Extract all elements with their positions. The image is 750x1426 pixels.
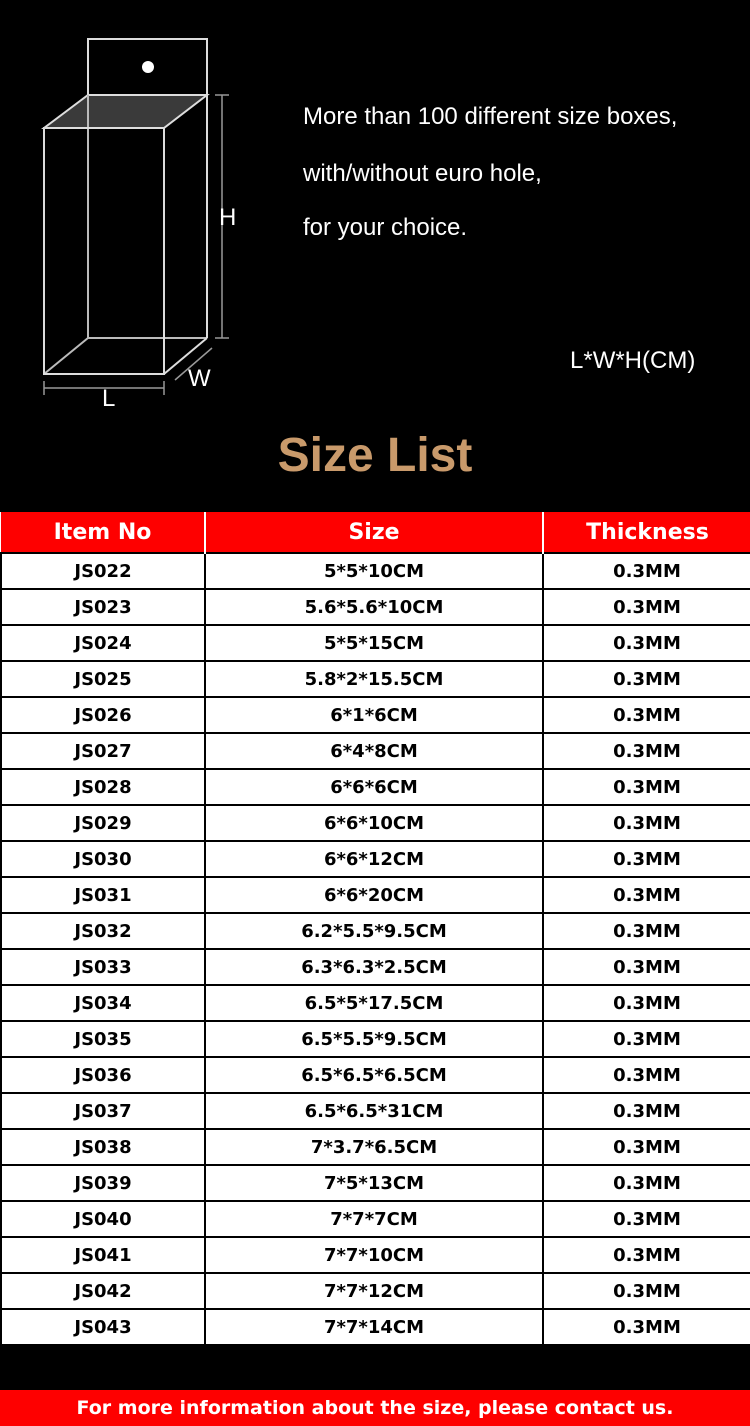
- box-top-face: [44, 95, 207, 128]
- cell-item-no: JS024: [1, 625, 205, 661]
- cell-thickness: 0.3MM: [543, 697, 750, 733]
- cell-item-no: JS034: [1, 985, 205, 1021]
- cell-thickness: 0.3MM: [543, 949, 750, 985]
- hero-section: [0, 0, 750, 512]
- table-row: [1, 1165, 750, 1201]
- cell-thickness: 0.3MM: [543, 1273, 750, 1309]
- header-thickness: Thickness: [543, 512, 750, 553]
- cell-item-no: JS039: [1, 1165, 205, 1201]
- table-row: [1, 985, 750, 1021]
- cell-item-no: JS025: [1, 661, 205, 697]
- table-row: [1, 1273, 750, 1309]
- cell-size: 6*6*10CM: [205, 805, 543, 841]
- height-label: H: [219, 204, 237, 231]
- cell-thickness: 0.3MM: [543, 985, 750, 1021]
- cell-item-no: JS023: [1, 589, 205, 625]
- cell-size: 6*6*6CM: [205, 769, 543, 805]
- cell-size: 7*5*13CM: [205, 1165, 543, 1201]
- table-row: [1, 1129, 750, 1165]
- table-row: [1, 625, 750, 661]
- table-row: [1, 1201, 750, 1237]
- header-size: Size: [205, 512, 543, 553]
- cell-thickness: 0.3MM: [543, 1309, 750, 1345]
- cell-size: 5.8*2*15.5CM: [205, 661, 543, 697]
- cell-size: 7*7*7CM: [205, 1201, 543, 1237]
- cell-thickness: 0.3MM: [543, 1165, 750, 1201]
- cell-thickness: 0.3MM: [543, 553, 750, 589]
- cell-thickness: 0.3MM: [543, 625, 750, 661]
- cell-size: 6*1*6CM: [205, 697, 543, 733]
- cell-thickness: 0.3MM: [543, 913, 750, 949]
- cell-size: 6*6*12CM: [205, 841, 543, 877]
- hero-line-2: with/without euro hole,: [303, 160, 542, 187]
- contact-footer: For more information about the size, please contact us.: [0, 1390, 750, 1426]
- cell-item-no: JS026: [1, 697, 205, 733]
- page-title: Size List: [277, 429, 473, 482]
- hero-line-1: More than 100 different size boxes,: [303, 103, 678, 130]
- table-header-row: [1, 512, 750, 553]
- cell-item-no: JS037: [1, 1093, 205, 1129]
- cell-size: 7*7*12CM: [205, 1273, 543, 1309]
- header-item-no: Item No: [1, 512, 205, 553]
- cell-item-no: JS041: [1, 1237, 205, 1273]
- euro-hole-icon: [142, 61, 154, 73]
- cell-thickness: 0.3MM: [543, 1021, 750, 1057]
- cell-thickness: 0.3MM: [543, 1093, 750, 1129]
- table-row: [1, 661, 750, 697]
- cell-size: 6.5*5*17.5CM: [205, 985, 543, 1021]
- cell-item-no: JS028: [1, 769, 205, 805]
- cell-size: 7*7*14CM: [205, 1309, 543, 1345]
- table-row: [1, 733, 750, 769]
- cell-item-no: JS042: [1, 1273, 205, 1309]
- cell-item-no: JS035: [1, 1021, 205, 1057]
- table-row: [1, 805, 750, 841]
- cell-size: 5.6*5.6*10CM: [205, 589, 543, 625]
- cell-item-no: JS030: [1, 841, 205, 877]
- cell-item-no: JS040: [1, 1201, 205, 1237]
- length-label: L: [102, 385, 116, 412]
- table-row: [1, 1237, 750, 1273]
- cell-item-no: JS033: [1, 949, 205, 985]
- cell-size: 6.5*6.5*6.5CM: [205, 1057, 543, 1093]
- cell-item-no: JS038: [1, 1129, 205, 1165]
- cell-thickness: 0.3MM: [543, 841, 750, 877]
- table-row: [1, 841, 750, 877]
- size-table: [0, 512, 750, 1346]
- cell-thickness: 0.3MM: [543, 1129, 750, 1165]
- cell-size: 5*5*15CM: [205, 625, 543, 661]
- cell-item-no: JS031: [1, 877, 205, 913]
- cell-thickness: 0.3MM: [543, 769, 750, 805]
- cell-item-no: JS036: [1, 1057, 205, 1093]
- table-row: [1, 949, 750, 985]
- table-row: [1, 697, 750, 733]
- dimension-format: L*W*H(CM): [570, 347, 696, 374]
- cell-item-no: JS027: [1, 733, 205, 769]
- table-row: [1, 1309, 750, 1345]
- box-diagram: [0, 0, 300, 420]
- cell-item-no: JS032: [1, 913, 205, 949]
- cell-item-no: JS022: [1, 553, 205, 589]
- cell-thickness: 0.3MM: [543, 805, 750, 841]
- cell-item-no: JS043: [1, 1309, 205, 1345]
- table-row: [1, 553, 750, 589]
- box-bottom-left-edge: [44, 338, 88, 374]
- width-label: W: [188, 365, 211, 392]
- cell-size: 5*5*10CM: [205, 553, 543, 589]
- table-row: [1, 1093, 750, 1129]
- cell-size: 6.5*5.5*9.5CM: [205, 1021, 543, 1057]
- hero-line-3: for your choice.: [303, 214, 468, 241]
- table-row: [1, 913, 750, 949]
- cell-thickness: 0.3MM: [543, 661, 750, 697]
- table-row: [1, 1057, 750, 1093]
- cell-size: 7*7*10CM: [205, 1237, 543, 1273]
- cell-size: 6.5*6.5*31CM: [205, 1093, 543, 1129]
- cell-thickness: 0.3MM: [543, 1201, 750, 1237]
- cell-item-no: JS029: [1, 805, 205, 841]
- cell-size: 6.3*6.3*2.5CM: [205, 949, 543, 985]
- table-row: [1, 769, 750, 805]
- cell-thickness: 0.3MM: [543, 1237, 750, 1273]
- cell-thickness: 0.3MM: [543, 733, 750, 769]
- table-row: [1, 1021, 750, 1057]
- table-row: [1, 877, 750, 913]
- cell-size: 7*3.7*6.5CM: [205, 1129, 543, 1165]
- cell-size: 6.2*5.5*9.5CM: [205, 913, 543, 949]
- cell-thickness: 0.3MM: [543, 589, 750, 625]
- cell-size: 6*6*20CM: [205, 877, 543, 913]
- cell-thickness: 0.3MM: [543, 877, 750, 913]
- table-row: [1, 589, 750, 625]
- cell-thickness: 0.3MM: [543, 1057, 750, 1093]
- cell-size: 6*4*8CM: [205, 733, 543, 769]
